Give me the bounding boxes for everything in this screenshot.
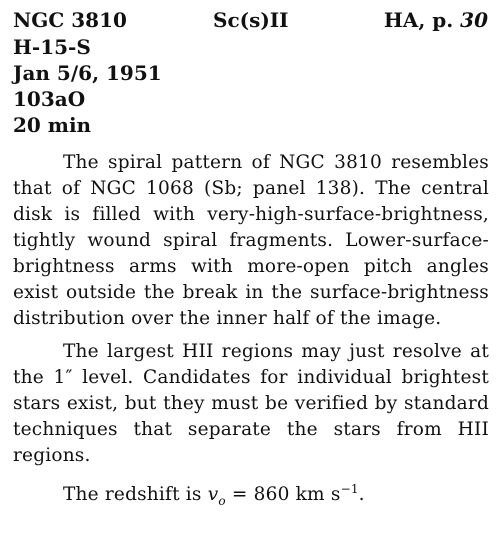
reference-prefix: HA, p. — [383, 8, 461, 32]
reference — [384, 6, 488, 34]
paragraph-2: The largest HII regions may just resolve at the 1″ level. Candidates for individual brightest stars exist, but they must be verified by standard techniques that separate the stars from HII regions. — [13, 341, 489, 466]
velocity-symbol: v — [207, 484, 219, 506]
observation-date: Jan 5/6, 1951 — [13, 61, 162, 85]
object-name: NGC 3810 — [13, 8, 127, 32]
observation-meta — [13, 34, 162, 138]
reference-page: 30 — [460, 8, 488, 32]
exposure: 20 min — [13, 113, 92, 137]
plate-id: H-15-S — [13, 35, 91, 59]
paragraph-3 — [13, 476, 489, 514]
emulsion: 103aO — [13, 87, 86, 111]
header-row — [13, 6, 488, 34]
unit-exponent: −1 — [340, 482, 359, 496]
paragraph-1: The spiral pattern of NGC 3810 resembles that of NGC 1068 (Sb; panel 138). The central disk is filled with very-high-surface-brightness, tightly wound spiral fragments. Lower-surface-brightness arms with more-open pitch angles exist outside the break in the surface-brightness distribution over the inner half of the image. — [13, 152, 489, 329]
description — [13, 150, 489, 514]
redshift-prefix: The redshift is — [63, 484, 208, 506]
velocity-subscript: o — [218, 493, 226, 508]
redshift-value: = 860 km s — [225, 484, 341, 506]
galaxy-type: Sc(s)II — [213, 8, 289, 32]
redshift-end: . — [358, 484, 365, 506]
